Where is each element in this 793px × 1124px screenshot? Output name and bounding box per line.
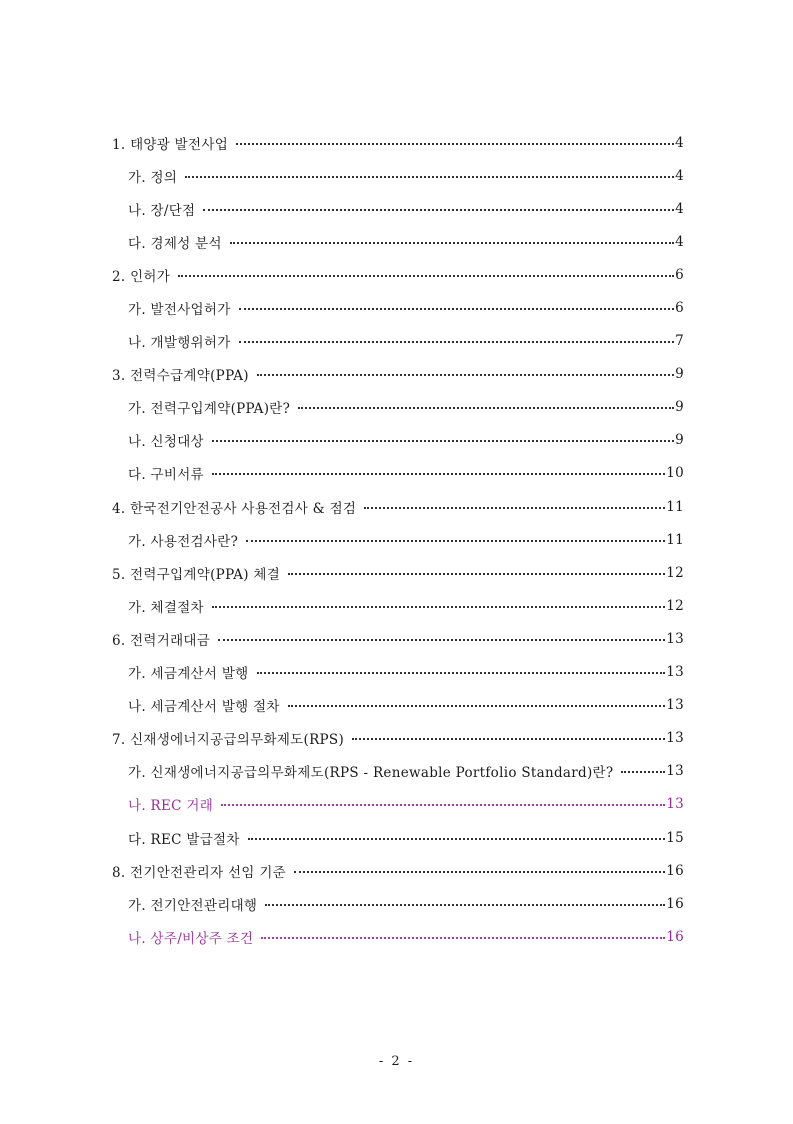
toc-entry-page: 7 xyxy=(675,333,684,350)
page-number: - 2 - xyxy=(378,1054,415,1069)
toc-entry-page: 6 xyxy=(675,266,684,283)
toc-entry-title: 가. 정의 xyxy=(128,169,178,186)
toc-entry-title: 가. 체결절차 xyxy=(128,599,204,616)
toc-dot-leader xyxy=(288,573,665,575)
toc-entry-title: 나. REC 거래 xyxy=(128,798,214,815)
toc-subsection-entry[interactable] xyxy=(112,291,684,324)
toc-dot-leader xyxy=(212,473,665,475)
toc-dot-leader xyxy=(294,871,665,873)
toc-section-entry[interactable] xyxy=(112,556,684,589)
toc-entry-title: 가. 신재생에너지공급의무화제도(RPS - Renewable Portfolio Standard)란? xyxy=(128,765,614,782)
toc-entry-title: 4. 한국전기안전공사 사용전검사 & 점검 xyxy=(112,500,357,517)
toc-subsection-entry[interactable] xyxy=(112,887,684,920)
toc-subsection-entry[interactable] xyxy=(112,821,684,854)
toc-subsection-entry[interactable] xyxy=(112,589,684,622)
toc-dot-leader xyxy=(212,440,674,442)
toc-entry-page: 11 xyxy=(666,498,684,515)
toc-entry-page: 16 xyxy=(666,895,684,912)
toc-entry-title: 다. 구비서류 xyxy=(128,467,204,484)
toc-entry-title: 7. 신재생에너지공급의무화제도(RPS) xyxy=(112,732,345,749)
table-of-contents xyxy=(112,126,684,953)
toc-dot-leader xyxy=(230,242,674,244)
toc-entry-title: 5. 전력구입계약(PPA) 체결 xyxy=(112,566,281,583)
toc-entry-title: 다. REC 발급절차 xyxy=(128,831,240,848)
toc-entry-title: 2. 인허가 xyxy=(112,268,171,285)
toc-entry-page: 15 xyxy=(666,829,684,846)
toc-section-entry[interactable] xyxy=(112,358,684,391)
toc-entry-page: 9 xyxy=(675,366,684,383)
toc-dot-leader xyxy=(246,540,665,542)
toc-entry-title: 나. 세금계산서 발행 절차 xyxy=(128,699,280,716)
toc-dot-leader xyxy=(203,209,674,211)
toc-dot-leader xyxy=(288,705,665,707)
toc-section-entry[interactable] xyxy=(112,258,684,291)
toc-dot-leader xyxy=(248,838,665,840)
toc-subsection-entry[interactable] xyxy=(112,424,684,457)
toc-subsection-entry[interactable] xyxy=(112,325,684,358)
toc-dot-leader xyxy=(212,606,665,608)
toc-dot-leader xyxy=(221,804,665,806)
toc-entry-title: 나. 개발행위허가 xyxy=(128,335,231,352)
toc-dot-leader xyxy=(298,407,674,409)
toc-entry-page: 13 xyxy=(666,630,684,647)
toc-entry-title: 1. 태양광 발전사업 xyxy=(112,136,229,153)
toc-section-entry[interactable] xyxy=(112,126,684,159)
toc-entry-title: 다. 경제성 분석 xyxy=(128,235,222,252)
toc-section-entry[interactable] xyxy=(112,622,684,655)
toc-entry-page: 13 xyxy=(666,796,684,813)
toc-entry-page: 4 xyxy=(675,134,684,151)
toc-entry-page: 6 xyxy=(675,300,684,317)
toc-entry-page: 4 xyxy=(675,233,684,250)
toc-subsection-entry[interactable] xyxy=(112,457,684,490)
toc-entry-page: 4 xyxy=(675,167,684,184)
toc-entry-title: 나. 상주/비상주 조건 xyxy=(128,930,254,947)
toc-dot-leader xyxy=(178,275,674,277)
toc-subsection-entry[interactable] xyxy=(112,656,684,689)
toc-dot-leader xyxy=(185,176,674,178)
toc-entry-page: 13 xyxy=(666,730,684,747)
toc-entry-page: 12 xyxy=(666,564,684,581)
toc-entry-page: 10 xyxy=(666,465,684,482)
toc-subsection-entry[interactable] xyxy=(112,689,684,722)
toc-dot-leader xyxy=(257,374,674,376)
toc-entry-title: 8. 전기안전관리자 선임 기준 xyxy=(112,864,287,881)
toc-subsection-entry[interactable] xyxy=(112,788,684,821)
toc-entry-page: 4 xyxy=(675,200,684,217)
toc-subsection-entry[interactable] xyxy=(112,391,684,424)
toc-subsection-entry[interactable] xyxy=(112,755,684,788)
toc-section-entry[interactable] xyxy=(112,490,684,523)
toc-dot-leader xyxy=(236,143,674,145)
toc-subsection-entry[interactable] xyxy=(112,192,684,225)
toc-entry-title: 나. 신청대상 xyxy=(128,434,204,451)
toc-entry-title: 6. 전력거래대금 xyxy=(112,632,211,649)
toc-entry-page: 13 xyxy=(666,664,684,681)
toc-dot-leader xyxy=(239,341,675,343)
toc-dot-leader xyxy=(261,937,665,939)
toc-entry-title: 가. 전기안전관리대행 xyxy=(128,897,258,914)
toc-dot-leader xyxy=(364,507,665,509)
toc-dot-leader xyxy=(352,738,665,740)
toc-subsection-entry[interactable] xyxy=(112,523,684,556)
toc-entry-title: 가. 전력구입계약(PPA)란? xyxy=(128,401,291,418)
toc-entry-title: 가. 세금계산서 발행 xyxy=(128,666,249,683)
toc-entry-page: 9 xyxy=(675,432,684,449)
toc-entry-title: 3. 전력수급계약(PPA) xyxy=(112,368,249,385)
toc-entry-page: 13 xyxy=(666,763,684,780)
toc-dot-leader xyxy=(218,639,665,641)
toc-entry-page: 9 xyxy=(675,399,684,416)
toc-subsection-entry[interactable] xyxy=(112,920,684,953)
toc-dot-leader xyxy=(239,308,675,310)
toc-dot-leader xyxy=(265,904,665,906)
toc-section-entry[interactable] xyxy=(112,722,684,755)
toc-entry-title: 가. 사용전검사란? xyxy=(128,533,239,550)
toc-entry-page: 12 xyxy=(666,597,684,614)
toc-entry-title: 나. 장/단점 xyxy=(128,202,196,219)
toc-dot-leader xyxy=(257,672,666,674)
toc-entry-page: 16 xyxy=(666,862,684,879)
toc-entry-page: 11 xyxy=(666,531,684,548)
toc-section-entry[interactable] xyxy=(112,854,684,887)
toc-subsection-entry[interactable] xyxy=(112,159,684,192)
toc-entry-title: 가. 발전사업허가 xyxy=(128,302,231,319)
toc-dot-leader xyxy=(621,771,665,773)
toc-entry-page: 13 xyxy=(666,697,684,714)
toc-subsection-entry[interactable] xyxy=(112,225,684,258)
toc-entry-page: 16 xyxy=(666,928,684,945)
